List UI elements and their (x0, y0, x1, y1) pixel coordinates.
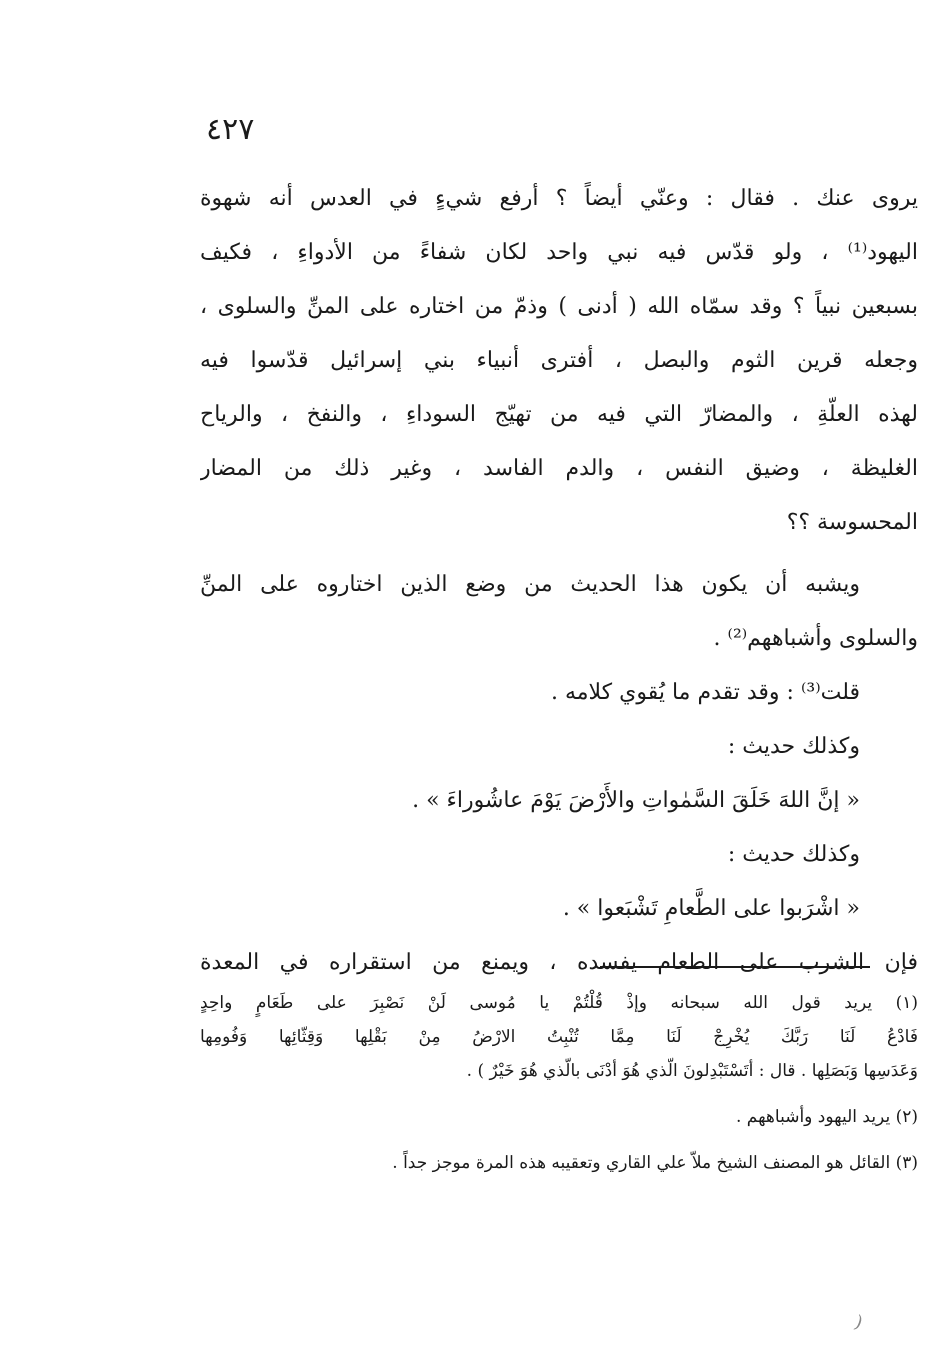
scan-mark: ) (851, 1311, 866, 1334)
qult-line: قلت⁽³⁾ : وقد تقدم ما يُقوي كلامه . (550, 680, 860, 705)
text-line: يروى عنك . فقال : وعنّي أيضاً ؟ أرفع شيءٍ في العدس أنه شهوة (200, 186, 918, 211)
text-line: اليهود⁽¹⁾ ، ولو قدّس فيه نبي واحد لكان شفاءً من الأدواءِ ، فكيف (200, 240, 918, 265)
footnote-1-line: وَعَدَسِها وَبَصَلِها . قال : أتَسْتَبْدِلونَ الّذي هُوَ أدْنَى بالّذي هُوَ خَيْرٌ ) . (466, 1061, 918, 1081)
hadith-line: « إنَّ اللهَ خَلَقَ السَّمٰواتِ والأَرْضَ يَوْمَ عاشُوراءَ » . (412, 788, 860, 813)
text-line: فإن الشرب على الطعام يفسده ، ويمنع من استقراره في المعدة (200, 950, 918, 975)
text-line: الغليظة ، وضيق النفس ، والدم الفاسد ، وغير ذلك من المضار (200, 456, 918, 481)
page-number: ٤٢٧ (206, 112, 255, 147)
text-line: وجعله قرين الثوم والبصل ، أفترى أنبياء بني إسرائيل قدّسوا فيه (200, 348, 918, 373)
text-line: بسبعين نبياً ؟ وقد سمّاه الله ( أدنى ) وذمّ من اختاره على المنِّ والسلوى ، (200, 294, 918, 319)
footnote-1-line: فَادْعُ لَنَا رَبَّكَ يُخْرِجْ لَنَا مِمَّا تُنْبِتُ الارْضُ مِنْ بَقْلِها وَقِثّائِها وَفُومِها (200, 1027, 918, 1047)
footnote-3: (٣) القائل هو المصنف الشيخ ملاّ علي القاري وتعقيبه هذه المرة موجز جداً . (392, 1153, 918, 1173)
text-line: المحسوسة ؟؟ (786, 510, 918, 535)
text-line: والسلوى وأشباههم⁽²⁾ . (713, 626, 918, 651)
hadith-line: « اشْرَبوا على الطَّعامِ تَشْبَعوا » . (562, 896, 860, 921)
kadhalik-line: وكذلك حديث : (727, 842, 860, 867)
footnote-divider (600, 966, 870, 968)
text-line: ويشبه أن يكون هذا الحديث من وضع الذين اختاروه على المنِّ (200, 572, 860, 597)
kadhalik-line: وكذلك حديث : (727, 734, 860, 759)
footnote-2: (٢) يريد اليهود وأشباههم . (735, 1107, 918, 1127)
footnote-1-line: (١) يريد قول الله سبحانه وإذْ قُلْتُمْ يا مُوسى لَنْ نَصْبِرَ على طَعَامٍ واحِدٍ (200, 993, 918, 1013)
main-text (200, 172, 918, 990)
footnotes (200, 986, 918, 1180)
text-line: لهذه العلّةِ ، والمضارّ التي فيه من تهيّج السوداءِ ، والنفخ ، والرياح (200, 402, 918, 427)
